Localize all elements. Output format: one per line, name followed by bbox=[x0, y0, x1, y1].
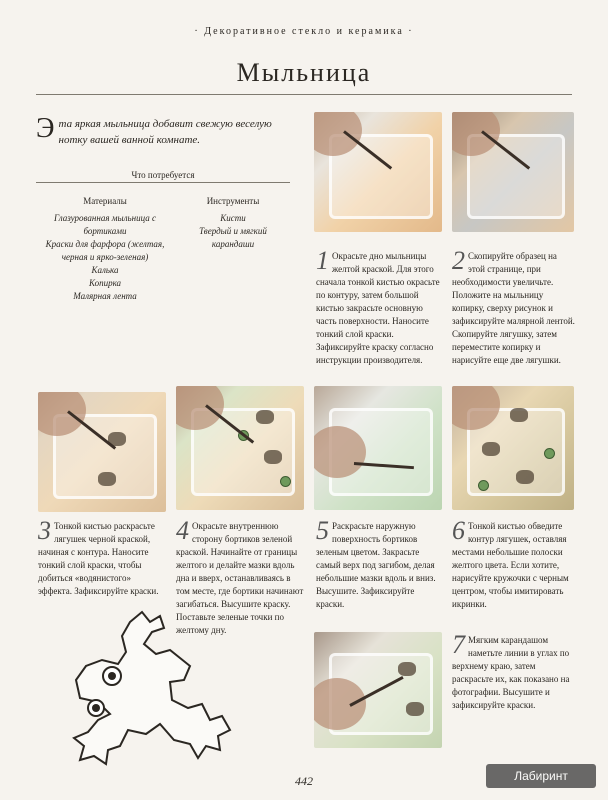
frog-pupil bbox=[108, 672, 116, 680]
frog-shape bbox=[256, 410, 274, 424]
tools-column bbox=[178, 195, 288, 251]
green-dot bbox=[478, 480, 489, 491]
title-divider bbox=[36, 94, 572, 95]
intro-paragraph bbox=[36, 113, 290, 148]
page-number: 442 bbox=[295, 774, 313, 788]
step-1-photo bbox=[314, 112, 442, 232]
requirements-heading: Что потребуется bbox=[131, 170, 195, 180]
step-6-photo bbox=[452, 386, 574, 510]
materials-heading: Материалы bbox=[83, 196, 127, 206]
step-7-photo bbox=[314, 632, 442, 748]
step-3 bbox=[38, 516, 166, 598]
step-number: 3 bbox=[38, 516, 51, 545]
section-header: · Декоративное стекло и керамика · bbox=[194, 26, 414, 37]
watermark-logo: Лабиринт bbox=[486, 764, 596, 788]
step-number: 6 bbox=[452, 516, 465, 545]
step-number: 2 bbox=[452, 246, 465, 275]
frog-template-drawing bbox=[60, 608, 250, 778]
frog-shape bbox=[516, 470, 534, 484]
step-text: Раскрасьте наружную поверхность бортиков зеленым цветом. Закрасьте самый верх под загибом, делая небольшие мазки вдоль и вниз. Высушите. Зафиксируйте краски. bbox=[316, 521, 436, 609]
material-item: Краски для фарфора (желтая, черная и ярко-зеленая) bbox=[45, 239, 165, 262]
step-number: 7 bbox=[452, 630, 465, 659]
step-3-photo bbox=[38, 392, 166, 512]
frog-shape bbox=[398, 662, 416, 676]
step-number: 1 bbox=[316, 246, 329, 275]
step-text: Тонкой кистью обведите контур лягушек, оставляя местами небольшие полоски желтого цвета. Если хотите, нарисуйте кружочки с черным центром, чтобы имитировать икринки. bbox=[452, 521, 569, 609]
frog-shape bbox=[482, 442, 500, 456]
step-number: 5 bbox=[316, 516, 329, 545]
step-text: Окрасьте внутреннюю сторону бортиков зеленой краской. Начинайте от границы желтого и делайте мазки вдоль дна и вверх, останавливаясь в том месте, где бортики начинают загибаться. Высушите краску. Поставьте зеленые точки по желтому дну. bbox=[176, 521, 304, 635]
step-text: Скопируйте образец на этой странице, при необходимости увеличьте. Положите на мыльницу копирку, сверху рисунок и зафиксируйте малярной лентой. Скопируйте лягушку, затем переместите копирку и нарисуйте еще две лягушки. bbox=[452, 251, 575, 365]
requirements-divider bbox=[36, 182, 290, 183]
step-1 bbox=[316, 246, 444, 367]
step-2 bbox=[452, 246, 576, 367]
frog-shape bbox=[98, 472, 116, 486]
step-7 bbox=[452, 630, 576, 712]
frog-shape bbox=[510, 408, 528, 422]
step-text: Тонкой кистью раскрасьте лягушек черной краской, начиная с контура. Наносите тонкий слой краски, чтобы добиться «водянистого» эффекта. Зафиксируйте краски. bbox=[38, 521, 159, 596]
frog-pupil bbox=[92, 704, 100, 712]
step-6 bbox=[452, 516, 576, 611]
step-5-photo bbox=[314, 386, 442, 510]
green-dot bbox=[544, 448, 555, 459]
frog-outline bbox=[74, 612, 230, 764]
step-5 bbox=[316, 516, 444, 611]
tool-item: Кисти bbox=[220, 213, 246, 223]
material-item: Малярная лента bbox=[73, 291, 137, 301]
frog-shape bbox=[406, 702, 424, 716]
tools-heading: Инструменты bbox=[206, 196, 260, 206]
intro-text: та яркая мыльница добавит свежую веселую нотку вашей ванной комнате. bbox=[58, 118, 272, 146]
material-item: Калька bbox=[91, 265, 119, 275]
page-title: Мыльница bbox=[236, 58, 372, 87]
step-number: 4 bbox=[176, 516, 189, 545]
materials-column bbox=[40, 195, 170, 303]
green-dot bbox=[280, 476, 291, 487]
material-item: Глазурованная мыльница с бортиками bbox=[54, 213, 156, 236]
tool-item: Твердый и мягкий карандаши bbox=[199, 226, 267, 249]
step-text: Окрасьте дно мыльницы желтой краской. Для этого сначала тонкой кистью окрасьте по контуру, затем большой кистью закрасьте основную часть поверхности. Наносите тонкий слой краски. Зафиксируйте краску согласно инструкции производителя. bbox=[316, 251, 440, 365]
material-item: Копирка bbox=[88, 278, 122, 288]
intro-dropcap: Э bbox=[36, 113, 55, 144]
step-2-photo bbox=[452, 112, 574, 232]
step-4-photo bbox=[176, 386, 304, 510]
frog-shape bbox=[264, 450, 282, 464]
step-text: Мягким карандашом наметьте линии в углах по верхнему краю, затем раскрасьте их, как показано на фотографии. Высушите и зафиксируйте краски. bbox=[452, 635, 570, 710]
